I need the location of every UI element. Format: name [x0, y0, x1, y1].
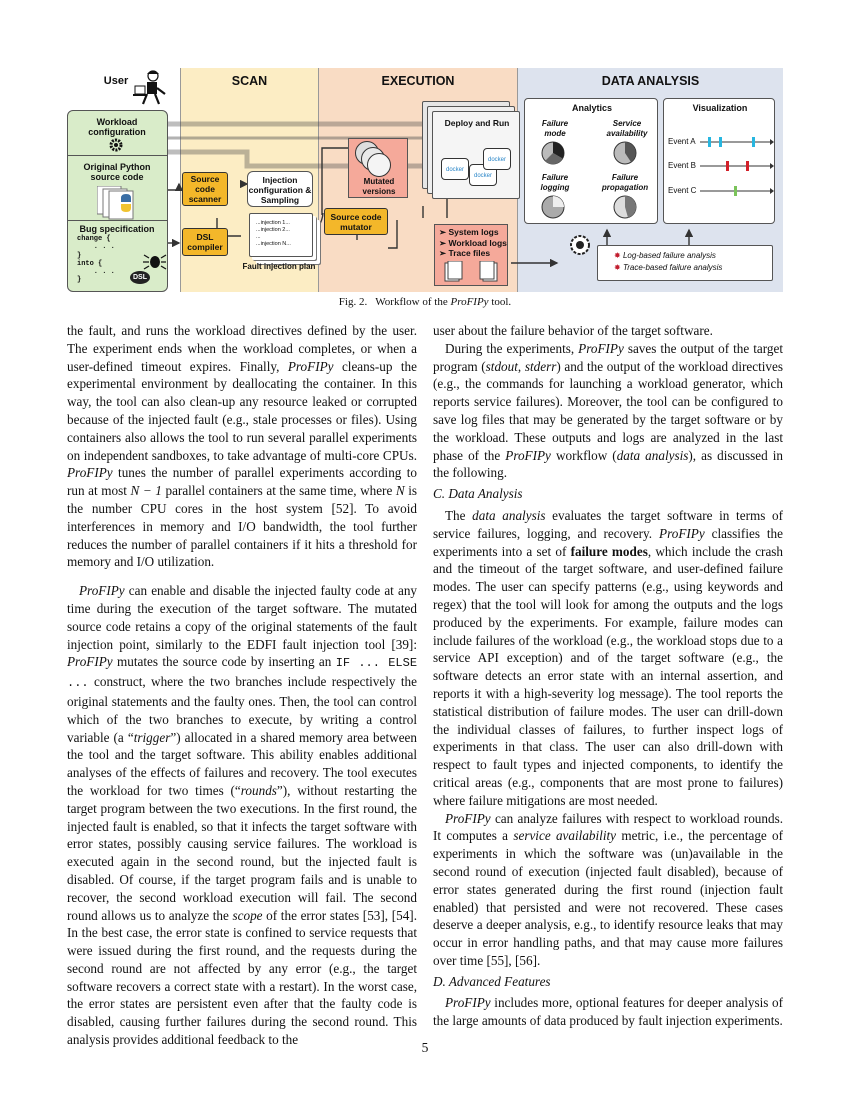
event-timeline: [700, 135, 774, 199]
container-icon: docker: [483, 148, 511, 170]
page-number: 5: [421, 1040, 429, 1055]
service-availability-label: Service availability: [606, 119, 648, 138]
deploy-run-box: [432, 111, 520, 199]
left-column: [67, 322, 417, 1049]
failure-analysis-box: [597, 245, 773, 281]
figure-caption: Fig. 2. Workflow of the ProFIPy tool.: [338, 296, 512, 308]
plan-items: ...injection 1... ...injection 2... ... ...injection N...: [256, 220, 291, 247]
visualization-panel: [663, 98, 775, 224]
section-heading-c: C. Data Analysis: [433, 486, 523, 502]
fault-injection-plan: [249, 213, 313, 257]
failure-propagation-label: Failure propagation: [601, 173, 649, 192]
workflow-figure: [67, 68, 783, 292]
analytics-panel: [524, 98, 658, 224]
pie-chart-icon: [541, 195, 565, 219]
paragraph: user about the failure behavior of the target software.: [433, 323, 713, 338]
user-label: User: [103, 75, 129, 87]
bug-spec-label: Bug specification: [79, 224, 155, 234]
logs-box: [434, 224, 508, 286]
source-mutator-box: Source code mutator: [324, 208, 388, 235]
bug-code-snippet: change { . . . } into { . . . }: [77, 235, 115, 285]
analysis-engine-icon: [569, 234, 591, 256]
dsl-compiler-box: DSL compiler: [182, 228, 228, 256]
data-analysis-title: DATA ANALYSIS: [601, 74, 700, 88]
log-based-item: ✸ Log-based failure analysis: [614, 251, 716, 260]
log-item: ➢ Workload logs: [439, 237, 507, 248]
log-files-icon: [443, 261, 499, 283]
failure-mode-label: Failure mode: [541, 119, 569, 138]
star-icon: ✸: [614, 251, 621, 260]
pie-chart-icon: [613, 141, 637, 165]
paragraph: ProFIPy can enable and disable the injected faulty code at any time during the execution of the target software. The mutated source code retains a copy of the original statements of the fault injection point, similarly to the EDFI fault injection tool [39]: ProFIPy mutates the source code by inserting an IF ... ELSE ... construct, where the two branches include respectively the original statements and the faulty ones. Then, the tool can control which of the two branches to execute, by writing a control variable (a “trigger”) allocated in a shared memory area between the tool and the target software. This ability enables additional analyses of the effects of failures and recovery. The tool executes the workload for two times (“rounds”), without restarting the target program between the two executions. In the first round, the injected fault is enabled, so that it infects the target software with error states, possibly causing service failures. The workload is executed again in the second round, but the injected fault is disabled. Of course, if the target program fails and is unable to recover, the second workload execution will fail. The second round allows us to analyze the scope of the error states [53], [54]. In the best case, the error state is confined to service requests that were issued during the first round, and the requests during the second round are not affected by any error (e.g., the target software recovers a correct state with a restart). In the worst case, the error states are persistent even after that the faulty code is disabled, causing further failures during the second round. This analysis provides additional feedback to the: [67, 583, 418, 1048]
deploy-run-label: Deploy and Run: [444, 118, 510, 128]
paragraph: During the experiments, ProFIPy saves the output of the target program (stdout, stderr) and the output of the workload directives (e.g., the commands for launching a workload generator, which reports service failures). Moreover, the tool can be configured to save log files that may be generated by the target software or by the workload. These outputs and logs are analyzed in the last phase of the ProFIPy workflow (data analysis), as discussed in the following.: [433, 340, 784, 481]
trace-based-item: ✸ Trace-based failure analysis: [614, 263, 723, 272]
event-c-label: Event C: [668, 186, 697, 195]
mutated-versions-label: Mutated versions: [362, 177, 396, 196]
workload-config-label: Workload configuration: [88, 117, 146, 137]
log-item: ➢ Trace files: [439, 248, 491, 258]
source-code-label: Original Python source code: [83, 162, 151, 182]
injection-config-box: Injection configuration & Sampling: [247, 171, 313, 207]
event-a-label: Event A: [668, 137, 696, 146]
dsl-badge: DSL: [130, 271, 150, 284]
failure-logging-label: Failure logging: [540, 173, 570, 192]
paragraph: the fault, and runs the workload directives defined by the user. The experiment ends when the workload completes, or when a user-defined timeout expires. Finally, ProFIPy cleans-up the experimental environment by deallocating the container. In this way, the tool can also clean-up any resource leaked or corrupted because of the injected fault (e.g., stale processes or files). Using containers also allows the tool to run several parallel experiments on independent sandboxes, to take advantage of multi-core CPUs. ProFIPy tunes the number of parallel experiments according to run at most N − 1 parallel containers at the same time, where N is the number CPU cores in the host system [52]. To avoid interferences in memory and I/O bandwidth, the tool further reduces the number of parallel containers if it hits a threshold for memory and I/O utilization.: [67, 323, 418, 570]
event-b-label: Event B: [668, 161, 697, 170]
right-column: [433, 322, 783, 1030]
log-item: ➢ System logs: [439, 227, 499, 237]
section-heading-d: D. Advanced Features: [433, 973, 551, 989]
analytics-title: Analytics: [571, 103, 613, 113]
paragraph: ProFIPy includes more, optional features for deeper analysis of the large amounts of data produced by fault injection experiments.: [433, 995, 784, 1029]
pie-chart-icon: [613, 195, 637, 219]
paragraph: ProFIPy can analyze failures with respect to workload rounds. It computes a service availability metric, i.e., the percentage of experiments in which the software was (un)available in the second round of execution (injected fault disabled), because of error states generated during the first round (injection fault enabled) that persisted and were not recovered. These cases deserve a deeper analysis, e.g., to identify resource leaks that may occur in error handling paths, and that may cause more failures over time [55], [56].: [433, 810, 784, 968]
pie-chart-icon: [541, 141, 565, 165]
scan-title: SCAN: [231, 74, 268, 88]
visualization-title: Visualization: [692, 103, 748, 113]
container-icon: docker: [441, 158, 469, 180]
fault-injection-plan-label: Fault injection plan: [242, 262, 316, 271]
container-icon: docker: [469, 164, 497, 186]
paragraph: The data analysis evaluates the target software in terms of service failures, logging, and recovery. ProFIPy classifies the experiments into a set of failure modes, which include the crash and the timeout of the target software, and user-defined failure modes. The user can specify patterns (e.g., using keywords and regex) that the tool will look for among the outputs and the logs produced by the experiments. For example, failure modes can include failures of the workload (e.g., the workload stops due to a service API exception) and of the target software (e.g., the software detects an error state with an internal assertion, and reports it with a high-severity log message). The tool reports the statistical distribution of failure modes. The user can drill-down the individual classes of failures, to further inspect logs of experiments in that class. The user can also drill-down with respect to fault types and injected components, to identify the critical areas (e.g., components that are most prone to failures) where failure mitigations are most needed.: [433, 507, 784, 808]
mutated-versions-box: [348, 138, 408, 198]
execution-title: EXECUTION: [381, 74, 455, 88]
star-icon: ✸: [614, 263, 621, 272]
source-scanner-box: Source code scanner: [182, 172, 228, 206]
version-icon: [367, 153, 391, 177]
